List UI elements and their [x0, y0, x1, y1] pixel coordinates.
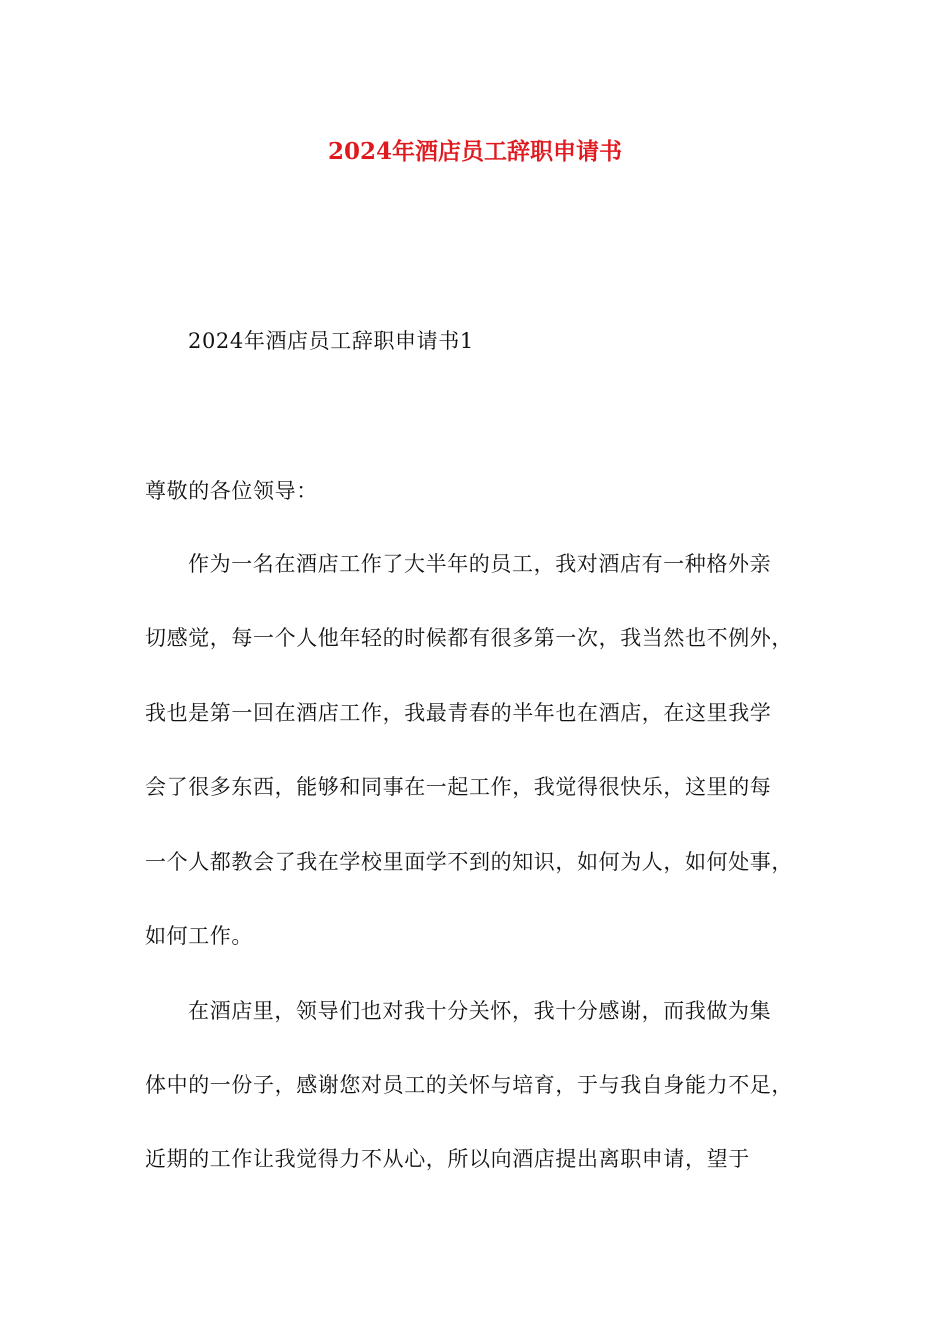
page-title: 2024年酒店员工辞职申请书 — [327, 138, 622, 165]
paragraph-line: 在酒店里，领导们也对我十分关怀，我十分感谢，而我做为集 — [188, 999, 772, 1023]
paragraph-line: 作为一名在酒店工作了大半年的员工，我对酒店有一种格外亲 — [188, 552, 772, 576]
document-subtitle: 2024年酒店员工辞职申请书1 — [188, 329, 474, 353]
salutation: 尊敬的各位领导： — [145, 479, 318, 503]
paragraph-line: 近期的工作让我觉得力不从心，所以向酒店提出离职申请，望于 — [145, 1147, 750, 1171]
paragraph-line: 会了很多东西，能够和同事在一起工作，我觉得很快乐，这里的每 — [145, 775, 772, 799]
paragraph-line: 一个人都教会了我在学校里面学不到的知识，如何为人，如何处事， — [145, 850, 793, 874]
paragraph-line: 我也是第一回在酒店工作，我最青春的半年也在酒店，在这里我学 — [145, 701, 772, 725]
paragraph-line: 切感觉，每一个人他年轻的时候都有很多第一次，我当然也不例外， — [145, 626, 793, 650]
paragraph-line: 体中的一份子，感谢您对员工的关怀与培育，于与我自身能力不足， — [145, 1073, 793, 1097]
paragraph-line: 如何工作。 — [145, 924, 253, 948]
